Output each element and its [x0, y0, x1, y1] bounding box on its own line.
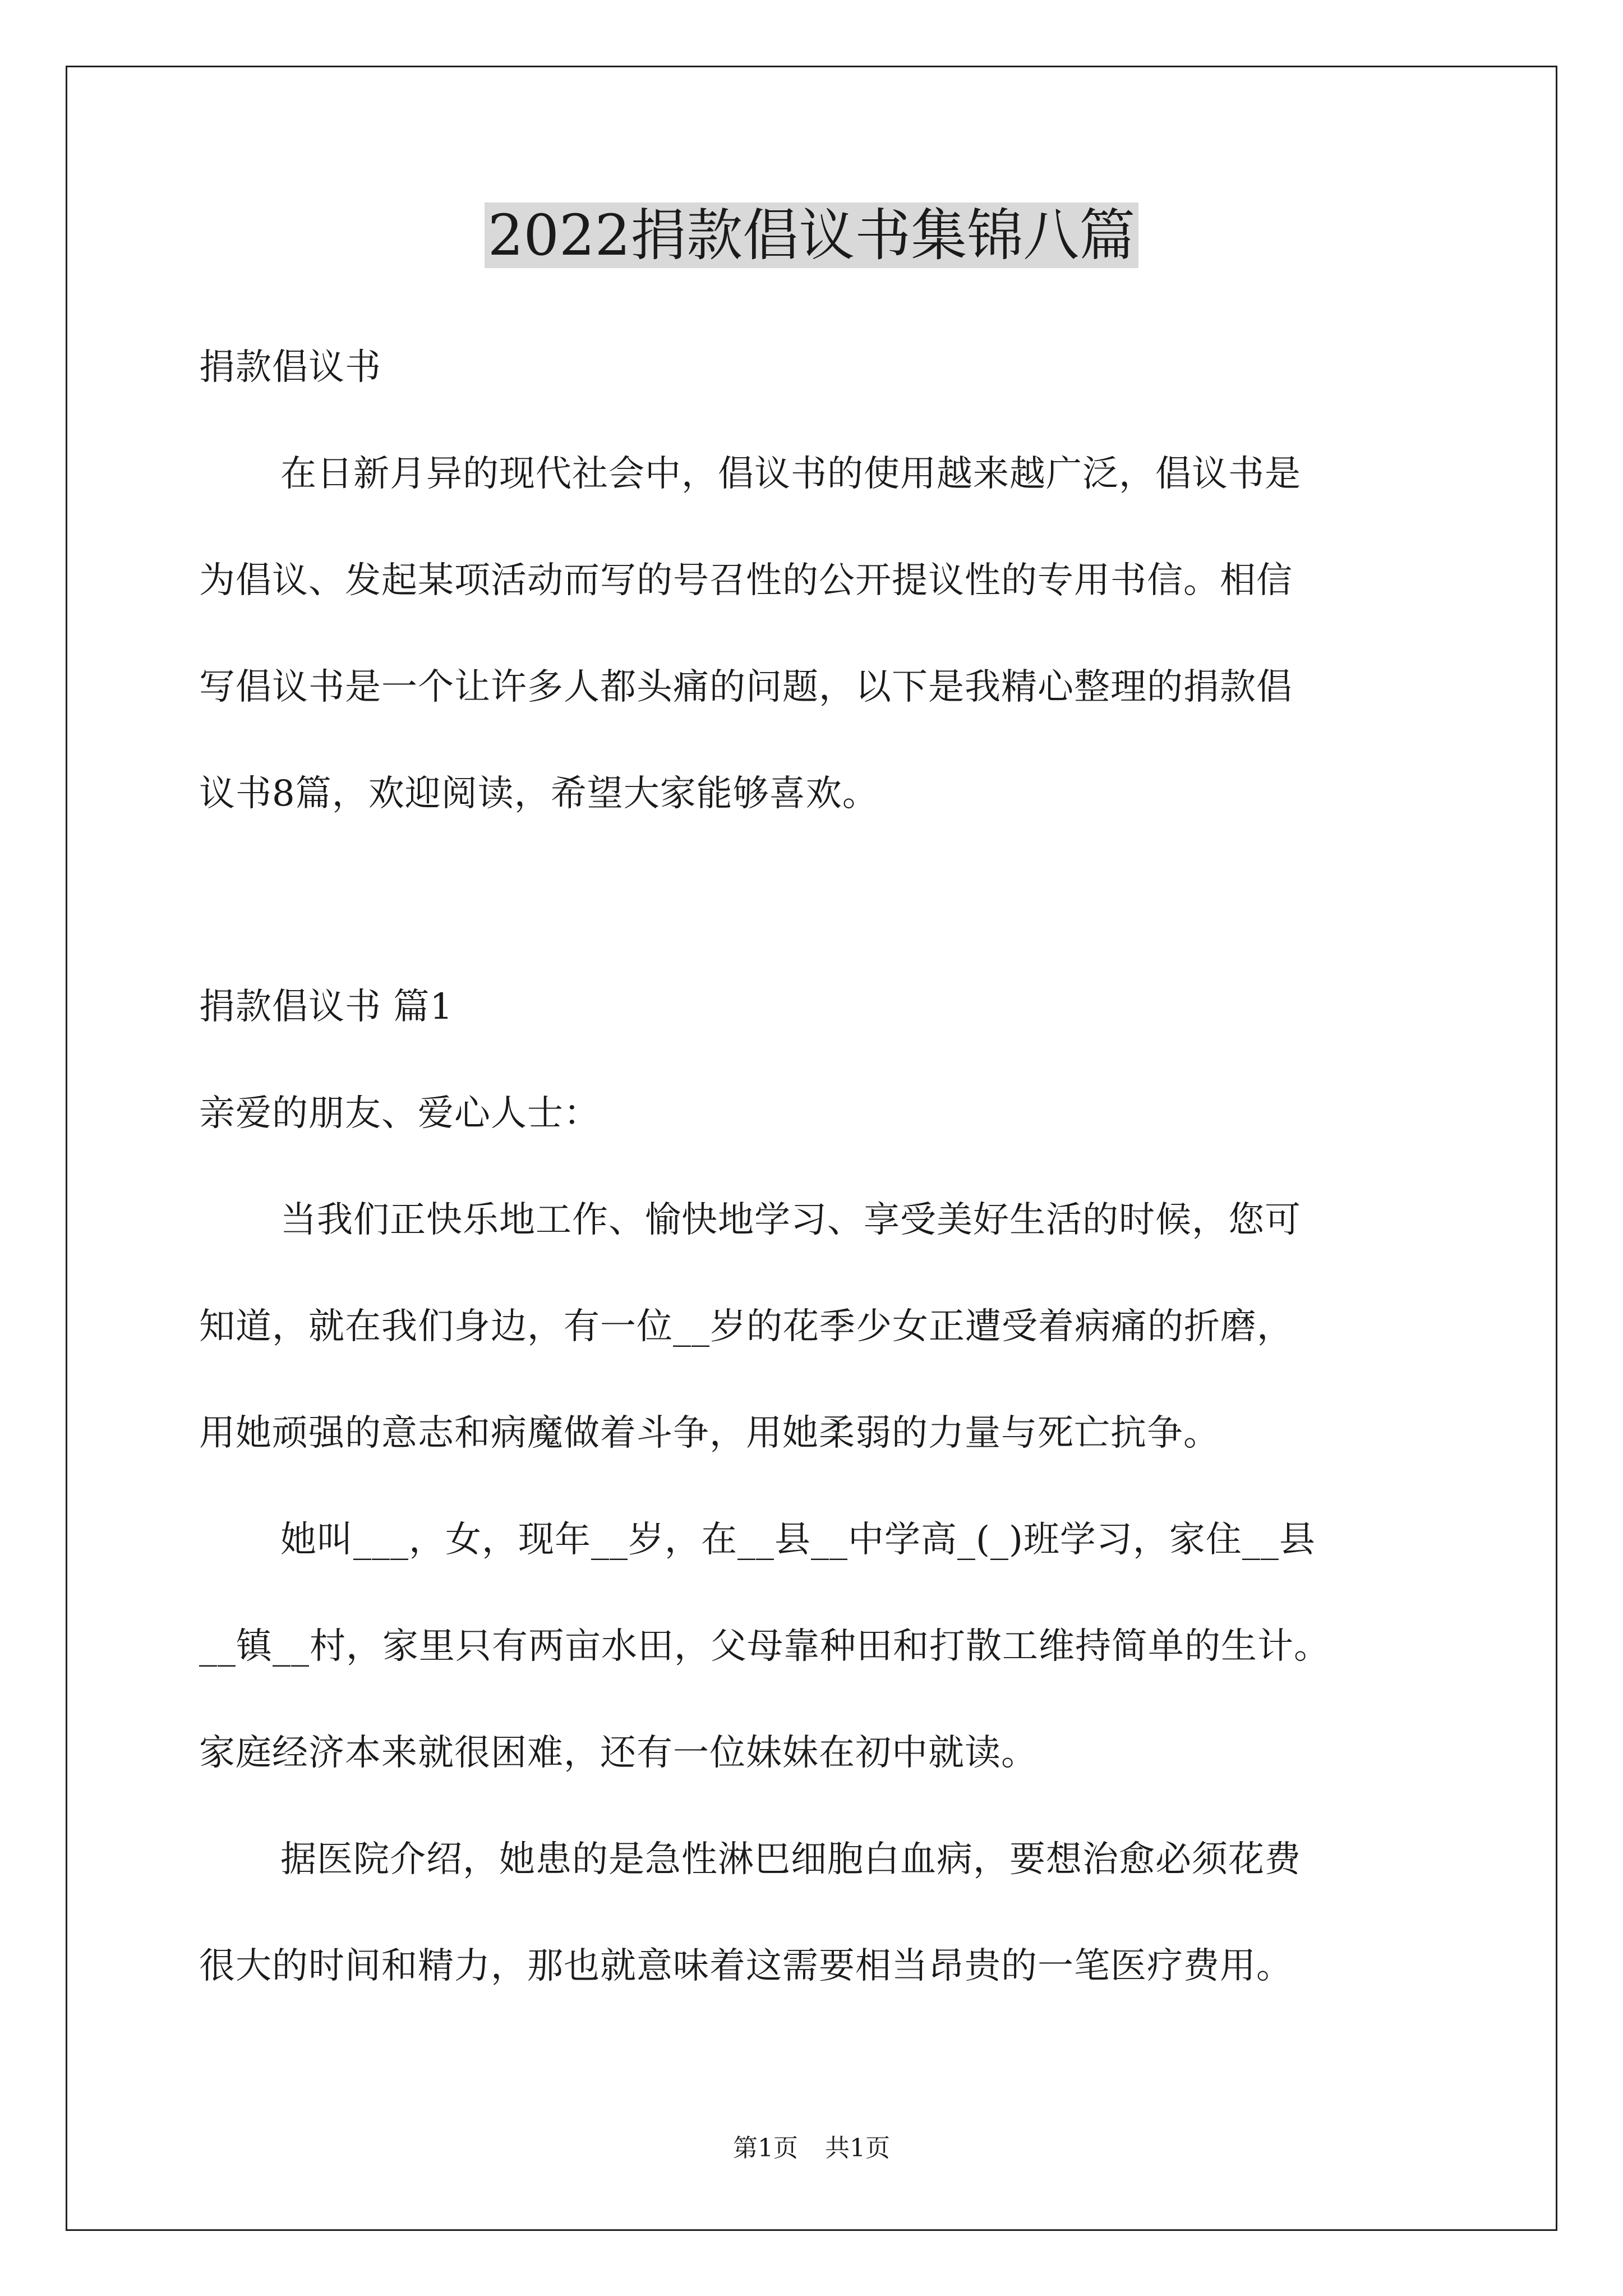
intro-heading: 捐款倡议书 — [199, 347, 381, 388]
intro-line: 在日新月异的现代社会中，倡议书的使用越来越广泛，倡议书是 — [280, 453, 1301, 495]
spacer — [199, 847, 1472, 954]
document-title — [0, 199, 1623, 272]
paragraph-line: 当我们正快乐地工作、愉快地学习、享受美好生活的时候，您可 — [280, 1199, 1301, 1241]
paragraph-line: 据医院介绍，她患的是急性淋巴细胞白血病，要想治愈必须花费 — [280, 1839, 1301, 1880]
section-heading: 捐款倡议书 篇1 — [199, 986, 454, 1028]
intro-line: 写倡议书是一个让许多人都头痛的问题，以下是我精心整理的捐款倡 — [199, 666, 1293, 708]
paragraph-line: __镇__村，家里只有两亩水田，父母靠种田和打散工维持简单的生计。 — [199, 1626, 1330, 1667]
page-total: 共1页 — [825, 2134, 890, 2162]
greeting: 亲爱的朋友、爱心人士： — [199, 1093, 600, 1134]
page-footer — [0, 2132, 1623, 2165]
paragraph-line: 她叫___，女，现年__岁，在__县__中学高_(_)班学习，家住__县 — [280, 1519, 1316, 1561]
paragraph-line: 用她顽强的意志和病魔做着斗争，用她柔弱的力量与死亡抗争。 — [199, 1412, 1220, 1454]
page-number: 第1页 — [733, 2134, 798, 2162]
document-title-text: 2022捐款倡议书集锦八篇 — [485, 203, 1139, 268]
paragraph-line: 知道，就在我们身边，有一位__岁的花季少女正遭受着病痛的折磨， — [199, 1306, 1293, 1347]
document-body — [199, 314, 1472, 2019]
intro-line: 为倡议、发起某项活动而写的号召性的公开提议性的专用书信。相信 — [199, 560, 1293, 601]
paragraph-line: 家庭经济本来就很困难，还有一位妹妹在初中就读。 — [199, 1732, 1038, 1774]
intro-line: 议书8篇，欢迎阅读，希望大家能够喜欢。 — [199, 773, 879, 815]
paragraph-line: 很大的时间和精力，那也就意味着这需要相当昂贵的一笔医疗费用。 — [199, 1945, 1293, 1987]
